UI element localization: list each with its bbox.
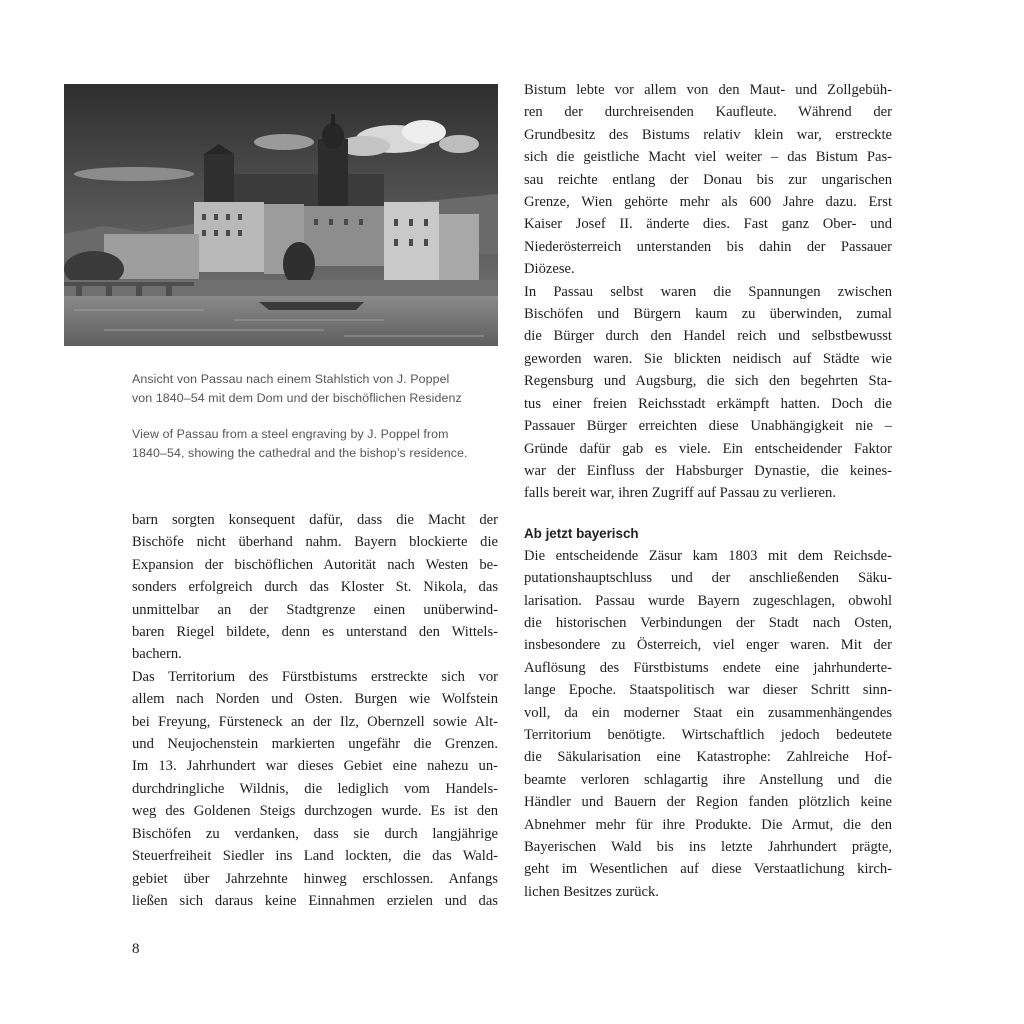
paragraph xyxy=(524,545,892,904)
text-line: Die entscheidende Zäsur kam 1803 mit dem Reichsde- xyxy=(524,547,892,564)
text-line: voll, da ein moderner Staat ein zusammenhängendes xyxy=(524,704,892,721)
text-line: barn sorgten konsequent dafür, dass die Macht der xyxy=(132,512,498,528)
text-line: Niederösterreich unterstanden bis dahin der Passauer xyxy=(524,238,892,255)
text-line: Im 13. Jahrhundert war dieses Gebiet eine nahezu un- xyxy=(132,758,498,775)
text-line: Auflösung des Fürstbistums endete eine jahrhunderte- xyxy=(524,659,892,676)
text-line: und Neujochenstein markierten ungefähr die Grenzen. xyxy=(132,736,498,753)
text-line: sau reichte entlang der Donau bis zur ungarischen xyxy=(524,171,892,188)
text-line: weg des Goldenen Steigs durchzogen wurde. Es ist den xyxy=(132,803,498,820)
passau-engraving-image xyxy=(64,84,498,346)
text-line: lichen Besitzes zurück. xyxy=(524,883,659,900)
text-line: Abnehmer mehr für ihre Produkte. Die Armut, die den xyxy=(524,816,892,833)
text-line: Grenze, Wien gehörte mehr als 600 Jahre dazu. Erst xyxy=(524,194,892,211)
text-line: falls bereit war, ihren Zugriff auf Passau zu verlieren. xyxy=(524,485,836,502)
text-line: die Säkularisation eine Katastrophe: Zahlreiche Hof- xyxy=(524,749,892,766)
text-line: die historischen Verbindungen der Stadt nach Osten, xyxy=(524,614,892,631)
text-line: bei Freyung, Fürsteneck an der Ilz, Obernzell sowie Alt- xyxy=(132,713,498,730)
text-line: Bischöfen und Bürgern kaum zu überwinden, zumal xyxy=(524,306,892,323)
text-line: lange Epoche. Staatspolitisch war dieser Schritt sinn- xyxy=(524,682,892,699)
text-line: geht im Wesentlichen auf diese Verstaatlichung kirch- xyxy=(524,861,892,878)
text-line: Territorium benötigte. Wirtschaftlich jedoch bedeutete xyxy=(524,726,892,743)
text-line: ren der durchreisenden Kaufleute. Während der xyxy=(524,104,892,121)
text-line: baren Riegel bildete, denn es unterstand den Wittels- xyxy=(132,624,498,641)
page-number: 8 xyxy=(132,941,140,957)
text-line: sich die geistliche Macht viel weiter – das Bistum Pas- xyxy=(524,149,892,166)
text-line: die Bürger durch den Handel reich und selbstbewusst xyxy=(524,328,892,345)
paragraph-gap xyxy=(524,505,892,523)
text-line: beamte verloren schlagartig ihre Anstellung und die xyxy=(524,771,892,788)
text-line: war der Einfluss der Habsburger Dynastie, die keines- xyxy=(524,462,892,479)
text-line: Grundbesitz des Bistums relativ klein war, erstreckte xyxy=(524,126,892,143)
text-line: Bischöfe nicht überhand nahm. Bayern blockierte die xyxy=(132,534,498,551)
text-line: geworden waren. Sie blickten neidisch auf Städte wie xyxy=(524,350,892,367)
section-heading: Ab jetzt bayerisch xyxy=(524,525,639,541)
caption-english xyxy=(132,425,512,463)
text-line: putationshauptschluss und der anschließenden Säku- xyxy=(524,570,892,587)
text-line: gebiet über Jahrzehnte hinweg erschlossen. Anfangs xyxy=(132,870,498,887)
text-line: Passauer Bürger erreichten diese Unabhängigkeit nie – xyxy=(524,418,892,435)
paragraph xyxy=(524,79,892,281)
text-line: unmittelbar an der Stadtgrenze einen unüberwind- xyxy=(132,601,498,618)
text-line: Diözese. xyxy=(524,261,575,278)
text-line: Steuerfreiheit Siedler ins Land lockten, die das Wald- xyxy=(132,848,498,865)
text-line: larisation. Passau wurde Bayern zugeschlagen, obwohl xyxy=(524,592,892,609)
text-line: Gründe dafür gab es viele. Ein entscheidender Faktor xyxy=(524,440,892,457)
text-line: Händler und Bauern der Region fanden plötzlich keine xyxy=(524,794,892,811)
left-text-column xyxy=(132,509,498,912)
caption-line: View of Passau from a steel engraving by J. Poppel from xyxy=(132,427,449,441)
text-line: insbesondere zu Österreich, viel enger waren. Mit der xyxy=(524,637,892,654)
caption-line: Ansicht von Passau nach einem Stahlstich von J. Poppel xyxy=(132,372,450,386)
text-line: Regensburg und Augsburg, die sich den begehrten Sta- xyxy=(524,373,892,390)
text-line: sonders erfolgreich durch das Kloster St. Nikola, das xyxy=(132,579,498,596)
text-line: Das Territorium des Fürstbistums erstreckte sich vor xyxy=(132,668,498,685)
paragraph xyxy=(524,281,892,505)
text-line: bachern. xyxy=(132,646,182,663)
text-line: In Passau selbst waren die Spannungen zwischen xyxy=(524,283,892,300)
text-line: allem nach Norden und Osten. Burgen wie Wolfstein xyxy=(132,691,498,708)
text-line: Bistum lebte vor allem von den Maut- und Zollgebüh- xyxy=(524,82,892,98)
text-line: tus einer freien Reichsstadt erkämpft hatten. Doch die xyxy=(524,395,892,412)
text-line: Bayerischen Wald bis ins letzte Jahrhundert prägte, xyxy=(524,839,892,855)
text-line: Bischöfen zu verdanken, dass sie durch langjährige xyxy=(132,825,498,842)
text-line: Expansion der bischöflichen Autorität nach Westen be- xyxy=(132,556,498,573)
caption-line: 1840–54, showing the cathedral and the bishop’s residence. xyxy=(132,446,468,460)
text-line: ließen sich daraus keine Einnahmen erzielen und das xyxy=(132,892,498,909)
text-line: Kaiser Josef II. änderte dies. Fast ganz Ober- und xyxy=(524,216,892,233)
caption-german xyxy=(132,370,512,408)
text-line: durchdringliche Wildnis, die lediglich vom Handels- xyxy=(132,780,498,797)
right-text-column xyxy=(524,79,892,903)
caption-line: von 1840–54 mit dem Dom und der bischöflichen Residenz xyxy=(132,391,462,405)
